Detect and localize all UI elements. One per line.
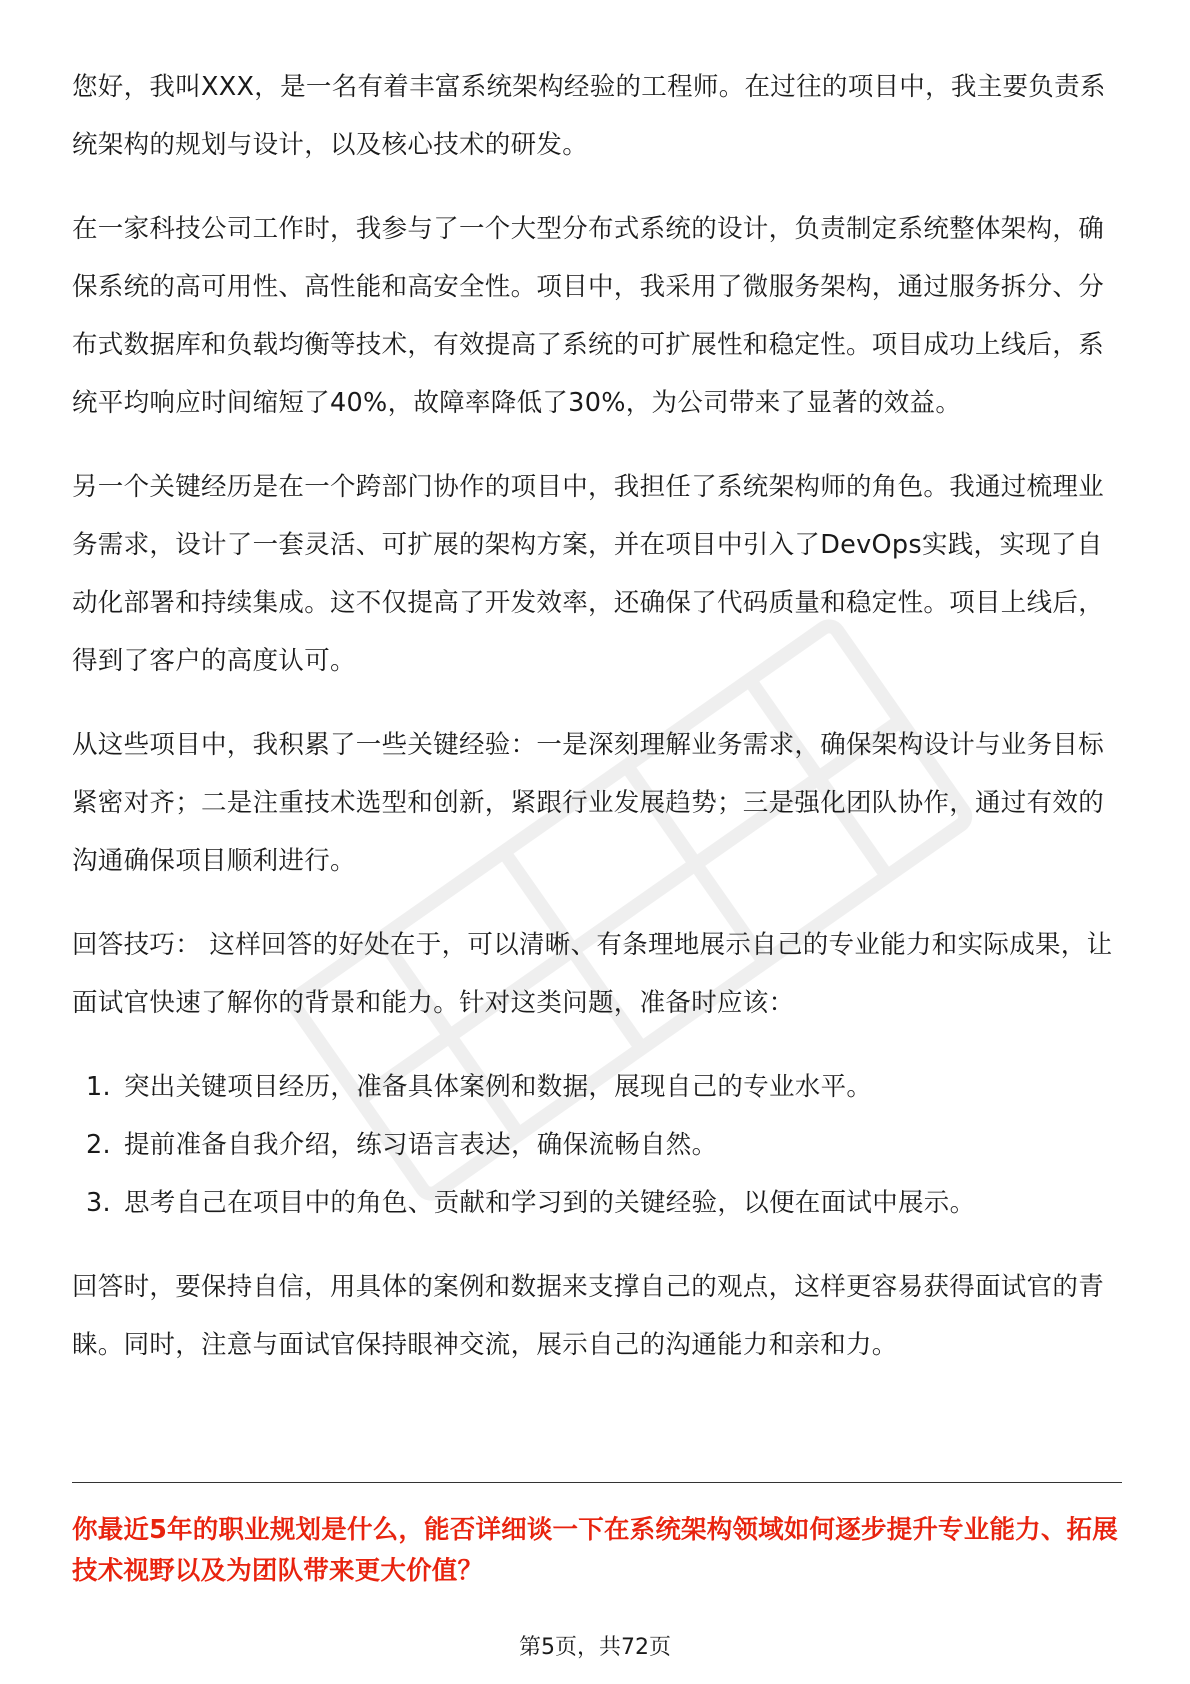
list-item	[72, 1116, 1122, 1174]
list-item-text: 提前准备自我介绍，练习语言表达，确保流畅自然。	[124, 1130, 718, 1160]
list-item	[72, 1058, 1122, 1116]
list-item-number: 1.	[86, 1072, 111, 1102]
tips-list	[72, 1058, 1122, 1232]
section-divider	[72, 1482, 1122, 1483]
answer-tips-paragraph: 回答技巧： 这样回答的好处在于，可以清晰、有条理地展示自己的专业能力和实际成果，让面试官快速了解你的背景和能力。针对这类问题，准备时应该：	[72, 930, 1113, 1018]
list-item-text: 思考自己在项目中的角色、贡献和学习到的关键经验，以便在面试中展示。	[124, 1188, 976, 1218]
intro-paragraph: 您好，我叫XXX，是一名有着丰富系统架构经验的工程师。在过往的项目中，我主要负责系统架构的规划与设计，以及核心技术的研发。	[72, 72, 1106, 160]
list-item	[72, 1174, 1122, 1232]
list-item-text: 突出关键项目经历，准备具体案例和数据，展现自己的专业水平。	[124, 1072, 873, 1102]
main-content	[72, 58, 1122, 1400]
experience-summary-paragraph: 从这些项目中，我积累了一些关键经验：一是深刻理解业务需求，确保架构设计与业务目标紧密对齐；二是注重技术选型和创新，紧跟行业发展趋势；三是强化团队协作，通过有效的沟通确保项目顺利进行。	[72, 730, 1105, 876]
page-number-footer: 第5页，共72页	[519, 1635, 671, 1660]
closing-paragraph: 回答时，要保持自信，用具体的案例和数据来支撑自己的观点，这样更容易获得面试官的青睐。同时，注意与面试官保持眼神交流，展示自己的沟通能力和亲和力。	[72, 1272, 1105, 1360]
list-item-number: 3.	[86, 1188, 111, 1218]
next-question-heading: 你最近5年的职业规划是什么，能否详细谈一下在系统架构领域如何逐步提升专业能力、拓展技术视野以及为团队带来更大价值？	[72, 1515, 1118, 1586]
project-paragraph-1: 在一家科技公司工作时，我参与了一个大型分布式系统的设计，负责制定系统整体架构，确保系统的高可用性、高性能和高安全性。项目中，我采用了微服务架构，通过服务拆分、分布式数据库和负载均衡等技术，有效提高了系统的可扩展性和稳定性。项目成功上线后，系统平均响应时间缩短了40%，故障率降低了30%，为公司带来了显著的效益。	[72, 214, 1105, 418]
project-paragraph-2: 另一个关键经历是在一个跨部门协作的项目中，我担任了系统架构师的角色。我通过梳理业务需求，设计了一套灵活、可扩展的架构方案，并在项目中引入了DevOps实践，实现了自动化部署和持续集成。这不仅提高了开发效率，还确保了代码质量和稳定性。项目上线后，得到了客户的高度认可。	[72, 472, 1105, 676]
list-item-number: 2.	[86, 1130, 111, 1160]
